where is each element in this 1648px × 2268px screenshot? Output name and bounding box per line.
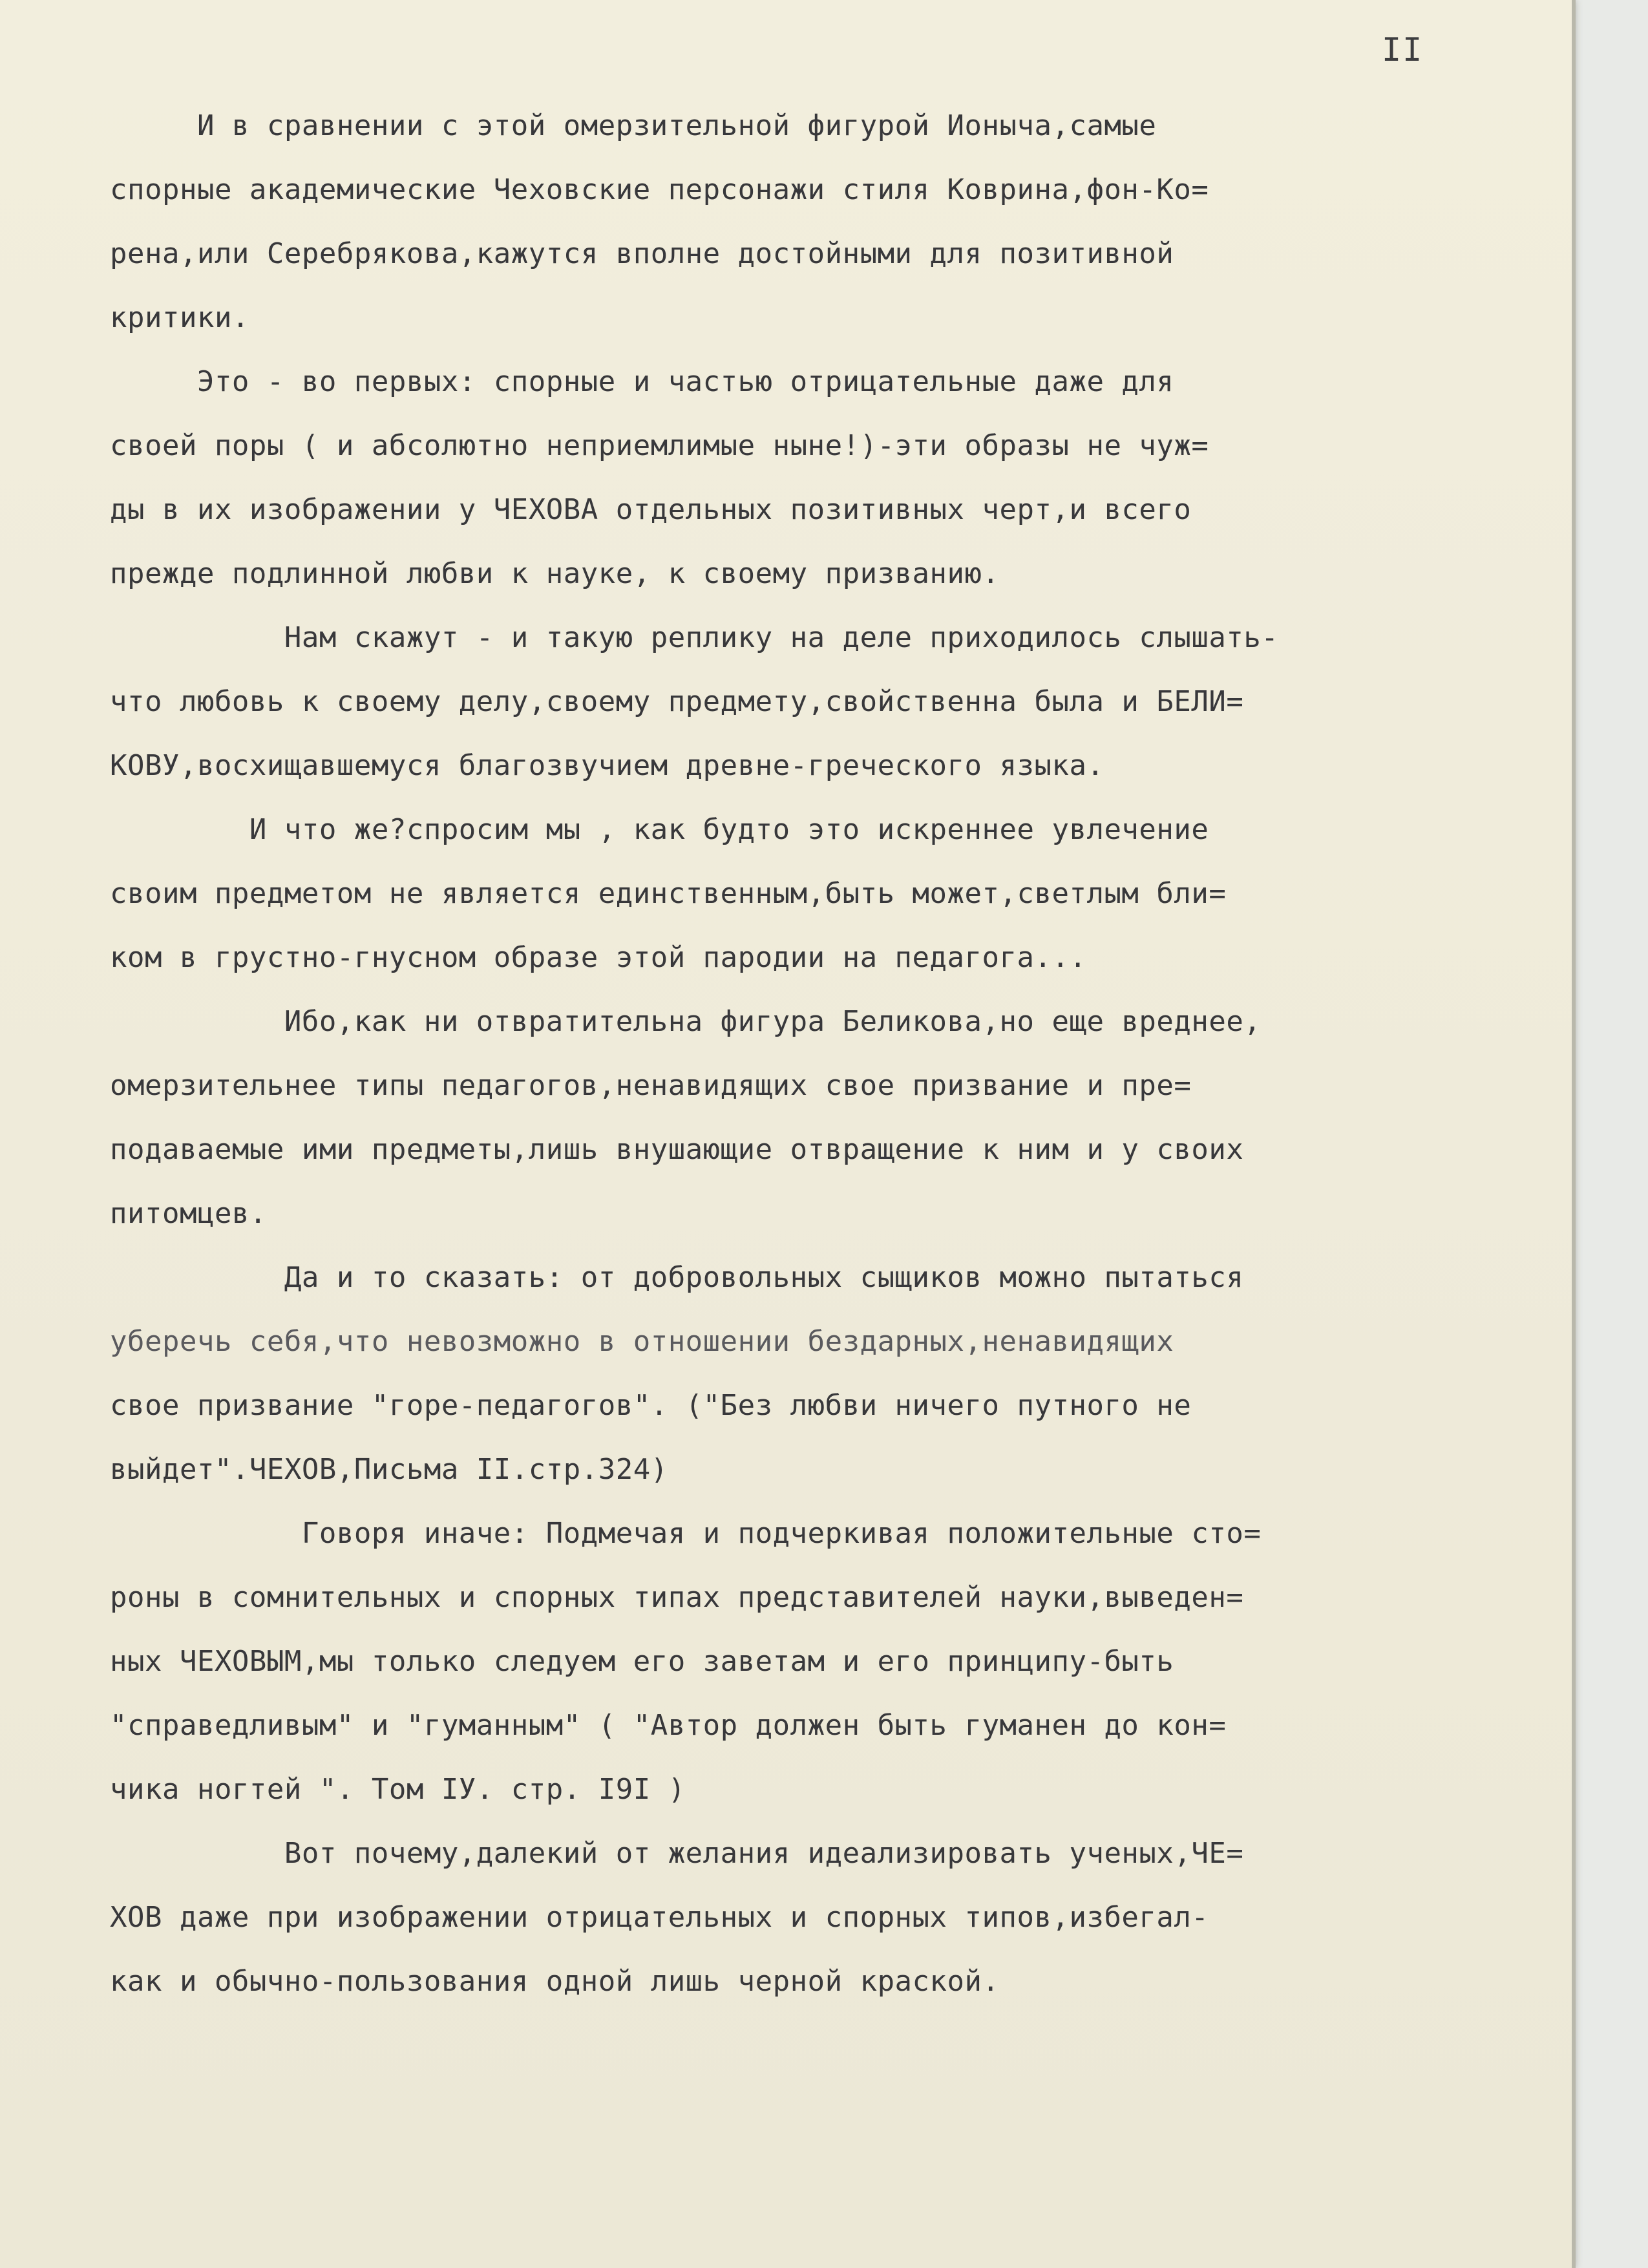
text-line: уберечь себя,что невозможно в отношении бездарных,ненавидящих — [110, 1325, 1174, 1358]
text-line: И что же?спросим мы , как будто это искреннее увлечение — [110, 813, 1209, 846]
text-line: роны в сомнительных и спорных типах представителей науки,выведен= — [110, 1581, 1244, 1614]
text-line: критики. — [110, 301, 249, 334]
text-line: Вот почему,далекий от желания идеализировать ученых,ЧЕ= — [110, 1837, 1244, 1870]
page-number: II — [1382, 31, 1424, 69]
text-line: Ибо,как ни отвратительна фигура Беликова,но еще вреднее, — [110, 1005, 1262, 1038]
text-line: что любовь к своему делу,своему предмету,свойственна была и БЕЛИ= — [110, 685, 1244, 718]
text-line: свое призвание "горе-педагогов". ("Без любви ничего путного не — [110, 1389, 1192, 1422]
text-line: ды в их изображении у ЧЕХОВА отдельных позитивных черт,и всего — [110, 493, 1192, 526]
text-line: выйдет".ЧЕХОВ,Письма II.стр.324) — [110, 1453, 668, 1486]
text-line: своей поры ( и абсолютно неприемлимые ныне!)-эти образы не чуж= — [110, 429, 1209, 462]
text-line: Говоря иначе: Подмечая и подчеркивая положительные сто= — [110, 1517, 1262, 1550]
text-line: прежде подлинной любви к науке, к своему призванию. — [110, 557, 1000, 590]
paper-edge-shadow — [1572, 0, 1576, 2268]
text-line: подаваемые ими предметы,лишь внушающие отвращение к ним и у своих — [110, 1133, 1244, 1166]
text-line: Это - во первых: спорные и частью отрицательные даже для — [110, 365, 1174, 398]
text-line: чика ногтей ". Том IУ. стр. I9I ) — [110, 1773, 686, 1806]
text-line: как и обычно-пользования одной лишь черной краской. — [110, 1965, 1000, 1998]
text-line: И в сравнении с этой омерзительной фигурой Ионыча,самые — [110, 109, 1157, 142]
text-line: своим предметом не является единственным,быть может,светлым бли= — [110, 877, 1227, 910]
text-line: ных ЧЕХОВЫМ,мы только следуем его заветам и его принципу-быть — [110, 1645, 1174, 1678]
text-line: питомцев. — [110, 1197, 267, 1230]
text-line: ХОВ даже при изображении отрицательных и спорных типов,избегал- — [110, 1901, 1209, 1934]
text-line: Да и то сказать: от добровольных сыщиков можно пытаться — [110, 1261, 1244, 1294]
text-line: омерзительнее типы педагогов,ненавидящих свое призвание и пре= — [110, 1069, 1192, 1102]
text-line: Нам скажут - и такую реплику на деле приходилось слышать- — [110, 621, 1279, 654]
text-line: рена,или Серебрякова,кажутся вполне достойными для позитивной — [110, 237, 1174, 270]
text-line: "справедливым" и "гуманным" ( "Автор должен быть гуманен до кон= — [110, 1709, 1227, 1742]
text-line: КОВУ,восхищавшемуся благозвучием древне-греческого языка. — [110, 749, 1104, 782]
typed-text-body — [110, 94, 1551, 2013]
text-line: ком в грустно-гнусном образе этой пародии на педагога... — [110, 941, 1087, 974]
text-line: спорные академические Чеховские персонажи стиля Коврина,фон-Ко= — [110, 173, 1209, 206]
